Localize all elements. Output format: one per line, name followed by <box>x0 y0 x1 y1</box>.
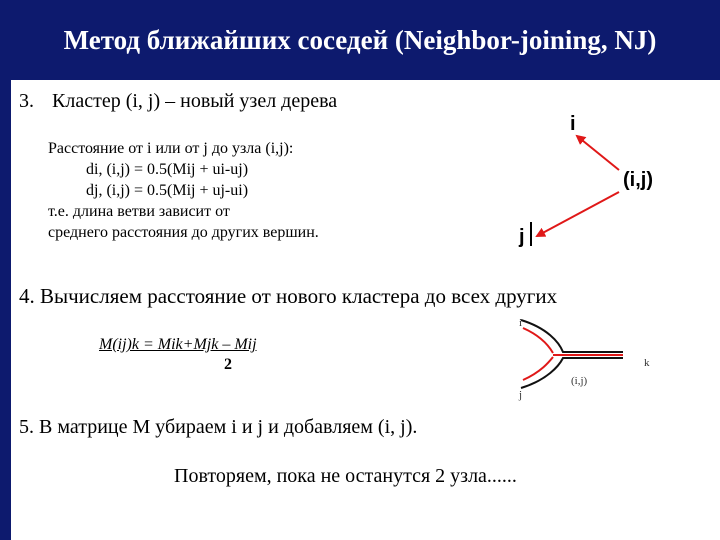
distance-formula <box>99 336 257 376</box>
step-3-text: Кластер (i, j) – новый узел дерева <box>52 90 338 112</box>
explanation-line-1: т.е. длина ветви зависит от <box>48 203 230 220</box>
distance-heading: Расстояние от i или от j до узла (i,j): <box>48 140 294 157</box>
label-i: i <box>570 113 576 135</box>
explanation-line-2: среднего расстояния до других вершин. <box>48 224 319 241</box>
step-3-number: 3. <box>19 90 34 112</box>
label-j-small: j <box>519 389 523 401</box>
tree-join-diagram <box>499 312 659 407</box>
slide-title: Метод ближайших соседей (Neighbor-joining, NJ) <box>63 25 657 55</box>
label-i-small: i <box>519 317 523 329</box>
slide-content <box>11 80 720 540</box>
label-k: k <box>644 357 650 369</box>
label-ij: (i,j) <box>623 169 653 191</box>
step-3 <box>19 90 337 113</box>
label-j: j <box>519 226 525 248</box>
step-4: 4. Вычисляем расстояние от нового кластера до всех других <box>19 284 558 308</box>
arrow-to-j <box>537 192 619 236</box>
step-3-details <box>48 138 319 243</box>
red-branch-i <box>523 328 553 353</box>
formula-denominator: 2 <box>224 356 232 373</box>
cluster-arrow-diagram <box>491 106 681 256</box>
formula-di: di, (i,j) = 0.5(Mij + ui-uj) <box>86 161 249 178</box>
step-5: 5. В матрице М убираем i и j и добавляем (i, j). <box>19 416 418 438</box>
repeat-note: Повторяем, пока не останутся 2 узла...... <box>174 465 517 487</box>
label-ij-small: (i,j) <box>571 375 588 387</box>
formula-numerator: M(ij)k = Mik+Mjk – Mij <box>99 336 257 353</box>
arrow-to-i <box>577 136 619 170</box>
formula-dj: dj, (i,j) = 0.5(Mij + uj-ui) <box>86 182 249 199</box>
red-branch-j <box>523 357 553 380</box>
